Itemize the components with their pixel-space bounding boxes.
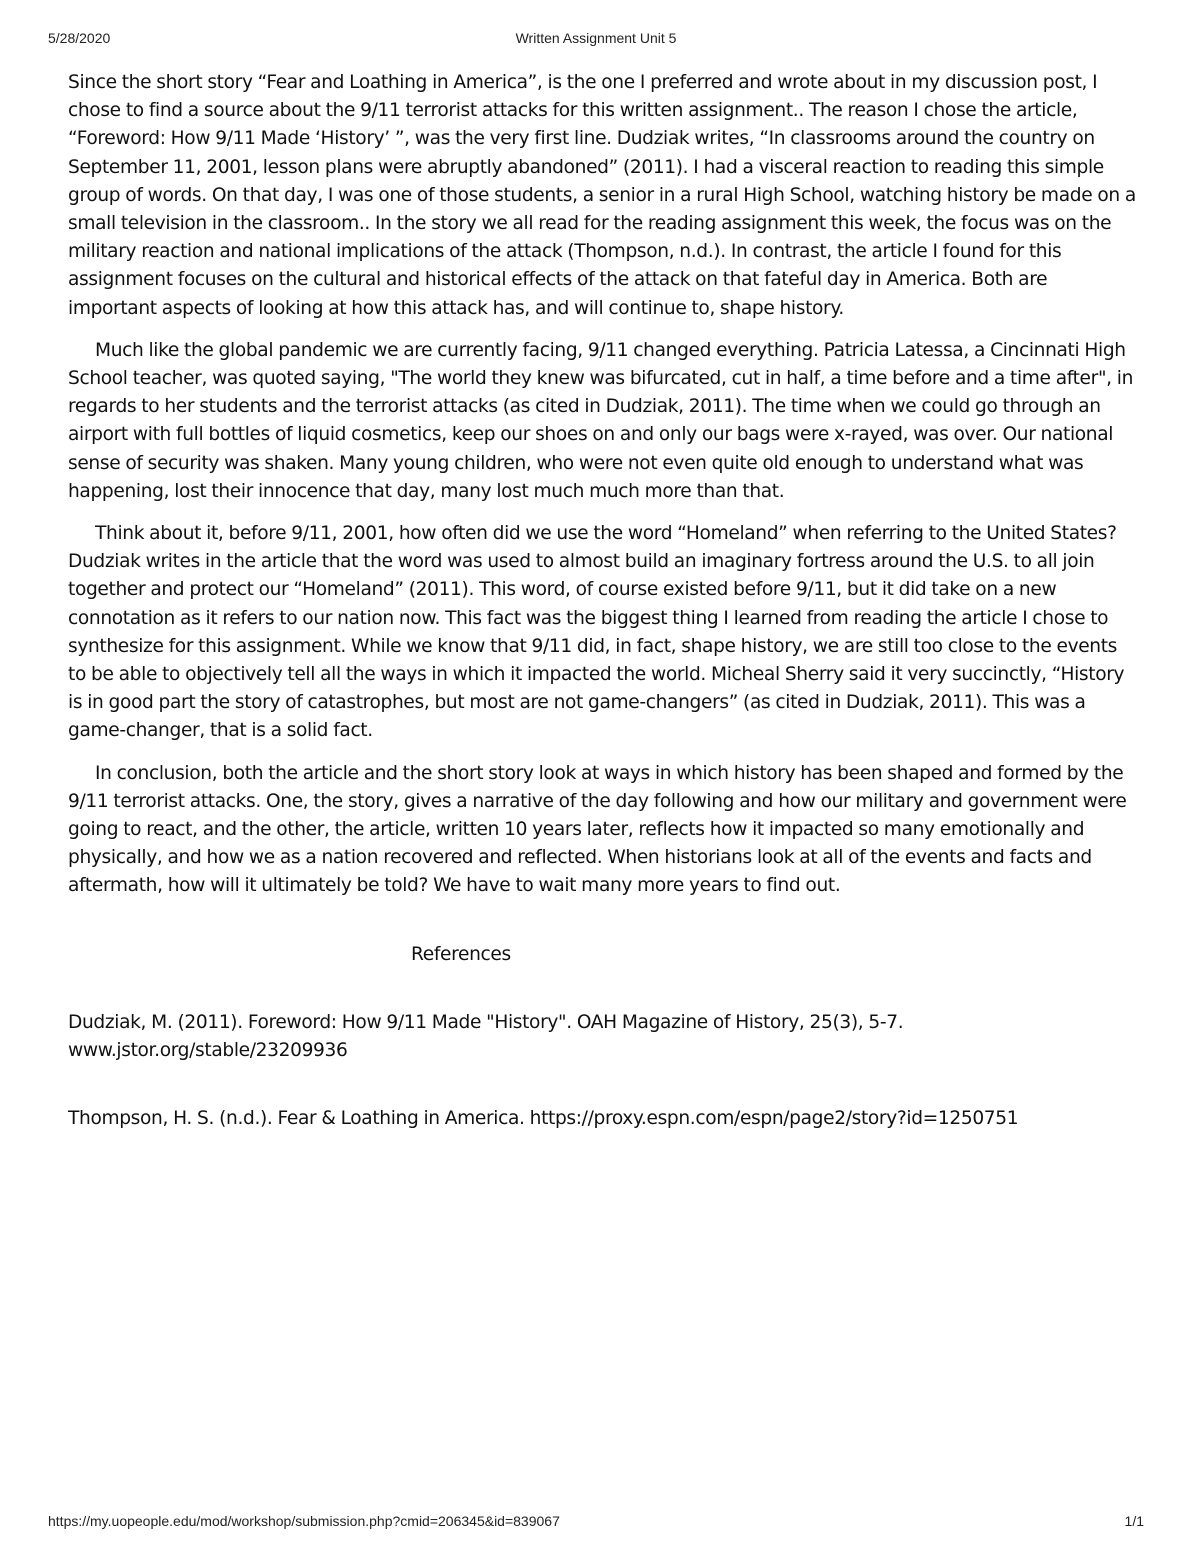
paragraph-pandemic: Much like the global pandemic we are currently facing, 9/11 changed everything. Patricia Latessa, a Cincinnati High School teacher, was quoted saying, "The world they knew was bifurcated, cut in half, a time before and a time after", in regards to her students and the terrorist attacks (as cited in Dudziak, 2011). The time when we could go through an airport with full bottles of liquid cosmetics, keep our shoes on and only our bags were x-rayed, was over. Our national sense of security was shaken. Many young children, who were not even quite old enough to understand what was happening, lost their innocence that day, many lost much much more than that. bbox=[68, 339, 1134, 502]
print-date: 5/28/2020 bbox=[48, 30, 111, 46]
page-number: 1/1 bbox=[1124, 1513, 1144, 1529]
reference-entry bbox=[68, 1105, 1138, 1133]
paragraph-intro: Since the short story “Fear and Loathing in America”, is the one I preferred and wrote about in my discussion post, I chose to find a source about the 9/11 terrorist attacks for this written assignment.. The reason I chose the article, “Foreword: How 9/11 Made ‘History’ ”, was the very first line. Dudziak writes, “In classrooms around the country on September 11, 2001, lesson plans were abruptly abandoned” (2011). I had a visceral reaction to reading this simple group of words. On that day, I was one of those students, a senior in a rural High School, watching history be made on a small television in the classroom.. In the story we all read for the reading assignment this week, the focus was on the military reaction and national implications of the attack (Thompson, n.d.). In contrast, the article I found for this assignment focuses on the cultural and historical effects of the attack on that fateful day in America. Both are important aspects of looking at how this attack has, and will continue to, shape history. bbox=[68, 72, 1136, 319]
paragraph-conclusion: In conclusion, both the article and the short story look at ways in which history has been shaped and formed by the 9/11 terrorist attacks. One, the story, gives a narrative of the day following and how our military and government were going to react, and the other, the article, written 10 years later, reflects how it impacted so many emotionally and physically, and how we as a nation recovered and reflected. When historians look at all of the events and facts and aftermath, how will it ultimately be told? We have to wait many more years to find out. bbox=[68, 762, 1127, 897]
print-footer bbox=[48, 1513, 1144, 1533]
reference-text: Thompson, H. S. (n.d.). Fear & Loathing in America. https://proxy.espn.com/espn/page2/story?id=1250751 bbox=[68, 1107, 1019, 1129]
reference-link: www.jstor.org/stable/23209936 bbox=[68, 1039, 348, 1061]
reference-entry bbox=[68, 1009, 1138, 1065]
print-url: https://my.uopeople.edu/mod/workshop/submission.php?cmid=206345&id=839067 bbox=[48, 1513, 560, 1529]
page-title: Written Assignment Unit 5 bbox=[515, 30, 677, 46]
references-heading: References bbox=[411, 943, 511, 965]
print-header bbox=[48, 30, 1144, 50]
paragraph-homeland: Think about it, before 9/11, 2001, how often did we use the word “Homeland” when referring to the United States? Dudziak writes in the article that the word was used to almost build an imaginary fortress around the U.S. to all join together and protect our “Homeland” (2011). This word, of course existed before 9/11, but it did take on a new connotation as it refers to our nation now. This fact was the biggest thing I learned from reading the article I chose to synthesize for this assignment. While we know that 9/11 did, in fact, shape history, we are still too close to the events to be able to objectively tell all the ways in which it impacted the world. Micheal Sherry said it very succinctly, “History is in good part the story of catastrophes, but most are not game-changers” (as cited in Dudziak, 2011). This was a game-changer, that is a solid fact. bbox=[68, 523, 1125, 742]
reference-text: Dudziak, M. (2011). Foreword: How 9/11 Made "History". OAH Magazine of History, 25(3), 5-7. bbox=[68, 1011, 904, 1033]
document-body bbox=[68, 69, 1138, 1133]
